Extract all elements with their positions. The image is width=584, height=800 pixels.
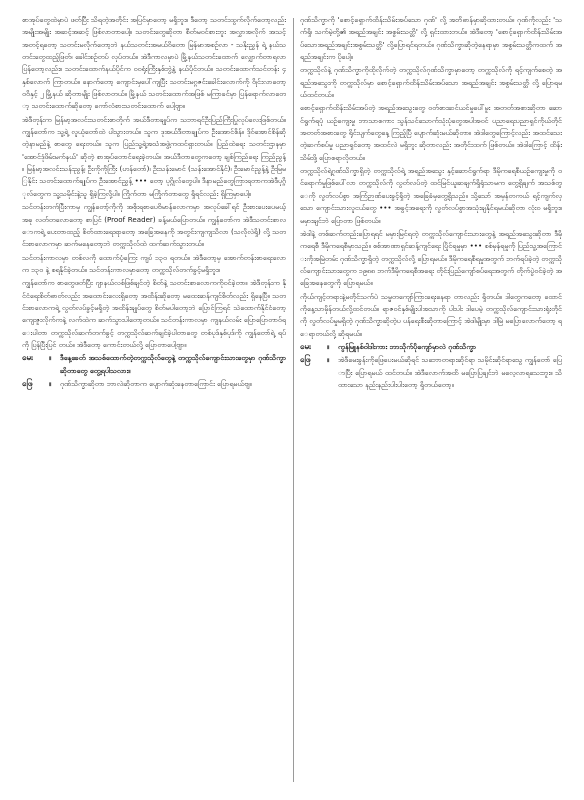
speaker-label: မေး <box>300 341 311 351</box>
speaker-separator: ။ <box>49 353 52 363</box>
paragraph-block <box>300 165 562 227</box>
paragraph-text: ဂုဏ်သိက္ခာကို 'စောင့်ရှောက်ထိန်းသိမ်းအပ်သော ဂုဏ်' လို့ အဘိဓာန်မှာဆိုထားတယ်။ ဂုဏ်ကိုလည်း 'သက်ရှိ၊ သက်မဲ့တို့၏ အရည်အချင်း အစွမ်းသတ္တိ' လို့ ရှင်းထားတယ်။ အဲဒီတော့ 'စောင့်ရှောက်ထိန်းသိမ်းအပ်သောအရည်အချင်းအစွမ်းသတ္တိ' လို့ပြောရင်ရတယ်။ ဂုဏ်သိက္ခာဆိုတဲ့နေရာမှာ အစွမ်းသတ္တိကထက် အရည်အချင်းက ပိုပေါ့။ <box>300 15 562 62</box>
paragraph-text: သင်တန်းတက်ပြီးကာမှ ကျွန်တော့်ကိုကို အစိုးရစာပေဗိမာန်လောကမှာ အလုပ်ခေါ်ရင် ဦးစားပေးပေမယ့် အခု လတ်တလောတော့ စာပြင် (Proof Reader) ခန့်မယ်ပြောတယ်။ ကျွန်တော်က အဲဒီသတင်းစာလောကရဲ့ ပေးတာထည့် စိတ်ထားရေးရာတော့ အခြေအနေကို အတွင်းကျကျသိလာ (သလိုလဲရှိ) လို့ သတင်းစာလောကမှာ ဆက်မနေတော့ဘဲ တက္ကသိုလ်ထဲ ထက်ဆက်သွားတယ်။ <box>22 202 286 249</box>
paragraph-block <box>22 252 286 277</box>
speaker-separator: ။ <box>327 355 330 365</box>
paragraph-text: ဂုဏ်သိက္ခာဆိုတာ ဘာလဲဆိုတာက ပျောက်ဆုံးနေတာကြောင်း ပြောရမယ်ဗျ။ <box>60 378 252 388</box>
question-text: ဒီနေ့ခေတ် အသစ်ထောက်တဲ့တက္ကသိုလ်တွေနဲ့ တက္ကသိုလ်ကျောင်းသားတွေမှာ ဂုဏ်သိက္ခာဆိုတာတွေ တွေ့ရပါသလား။ <box>60 353 286 375</box>
left-column <box>22 14 286 786</box>
qa-entry <box>300 341 562 353</box>
paragraph-text: အဲဒီမေးခွန်းကိုဖြေပေးမယ်ဆိုရင် သဘောတရားဆိုင်ရာ သမိုင်းဆိုင်ရာသွေ ကျွန်တော် ပြောပြီး ပြောရမယ် ထင်တယ်။ အဲဒီလောက်အထိ မပြောပြချင်ဘဲ မလေ့လာရသေးဘူး။ သိထားသော နည်းနည်းပါးပါးတော့ ရှိတယ်တော့။ <box>338 355 562 389</box>
paragraph-text: အဲဒီတုန်းက မြန်မာ့အလင်းသတင်းစာတိုက် အယ်ဒီတာချုပ်က သဘာရင်ဦးပြည်ကြီးပြုလုပ်လေးဖြစ်တယ်။ ကျွန်တော်က သူ့ရဲ့ လူယုံတော်ထဲ ပါသွားတယ်။ သူက ဒုအယ်ဒီတာချုပ်က ဦးအောင်စိန်။ ဒိုဝ်အောင်စိန်ဆိုတဲ့နာမည်နဲ့ စာတွေ ရေးတယ်။ သူက ပြည်သူ့ရဲ့အသံအဖွဲ့ကထင်ရှားတယ်။ ပြည်ထဲရေး သတင်းဌာနမှာ 'အောင်ဒုံဖိမ်းမက်နယ်' ဆိုတဲ့ စာအုပ်တောင်ရေးခဲ့တယ်။ အယ်ဒီတာတွေကတော့ ချစ်ကြည်ရေး ကြည်ညွန့်။ မြန်မာ့အလင်းသန်းညွန့်၊ ဦးကိုကိုကြီး (ဟန်တော်)၊ ဦးသန်းမောင် (သန်းအောင်နိုင်)၊ ဦးမောင်ညွန့်နဲ့ ဦးမြမြနိုင်း သတင်းထောက်ချုပ်က ဦးအောင်ညွှန့် ••• တော့ ပုဂ္ဂိုလ်တွေပါ။ ဒီနာမည်တွေကြားရတာကအဲဒီပုဂ္ဂိုလ်တွေက သူ့သမိုင်းနဲ့သူ ရှိခဲ့ကြလို့ပါ။ ကြိုက်တာ မကြိုက်တာတွေ ရှိရင်လည်း ရှိကြမှာပေါ့။ <box>22 114 286 198</box>
paragraph-text: အဲဒါနဲ့ တစ်ဆက်တည်းပြောရရင် မမှားမြင်ရတဲ့ တက္ကသိုလ်ကျောင်းသားတွေနဲ့ အရည်အသွေးဆိုတာ ဒီမိုကရေစီ ဒီမိုကရေစီမှာသည်။ စစ်အာဏာရှင်ဆန့်ကျင်ရေး ပြိုင်ရမှုမှာ ••• စစ်မှန်ရမှုကို ပြည်သူ့အကြောင်းကိုအမြဲတမ်း ဂုဏ်သိက္ခာရှိတဲ့ တက္ကသိုလ်လို့ ပြောရမယ်။ ဒီမိုကရေစီရမှုအတွက် ဘက်ရပ်ခဲ့တဲ့ တက္ကသိုလ်ကျောင်းသားတွေက ၁၉၈၈ ဘက်ဒီမိုကရေစီအရေး တိုင်းပြည်ကျော်စပ်ရေးအတွက် တိုက်ပွဲ၀င်ခဲ့တဲ့ အခြေအနေတွေကို ပြောရမယ်။ <box>300 228 562 288</box>
speaker-separator: ။ <box>49 378 52 388</box>
paragraph-block <box>22 14 286 113</box>
right-column <box>300 14 562 786</box>
paragraph-text: စောင့်ရှောက်ထိန်းသိမ်းအပ်တဲ့ အရည်အသွေးတွေ ၀တ်စားဆင်ယင်မှုပေါ်မူး အတတ်အစားဆိုတာ ဆောင်ရွက်ရပုံ ယဉ်ကျေးမှု ဘာသာစကား သွန်သင်သောက်သုံးပုံတွေအပါအ၀င် ပညာရေးပညာရှင်ကိုယ်တိုင် အတတ်အစားတွေ ရိုင်းပျက်တွေနေ့ ကြည့်ပြီ ပျောက်ဆုံးမယ်ဆိုတာ။ အဲဒါတွေကြောင့်လည်း အထင်သေးတဲ့ဆက်စပ်မှု ပညာရှင်တော့ အထင်လဲ မရှိဘူး ဆိုတာလည်း အတိုင်းထက် ဖြစ်တယ်။ အဲဒါကြောင့် ထိန်းသိမ်းဖို့ ပြောစရာလိုတယ်။ <box>300 103 562 162</box>
qa-entry <box>22 352 286 377</box>
qa-entry <box>300 354 562 391</box>
paragraph-block <box>300 102 562 164</box>
speaker-label: ဖြေ <box>22 378 33 388</box>
paragraph-text: ကျွန်တော်က စာတွေဖတ်ပြီး ဂျာနယ်လစ်ဖြစ်ချင်တဲ့ စိတ်နဲ့ သတင်းစာလောကကို၀င်ခဲ့တာ။ အဲဒီတုန်းက နိုင်ငံရေးစိတ်ဓာတ်လည်း အထောင်းလေးရှိတော့ အထိန်းဆိုတော့ မထေးဆန်ကျင်စိတ်လည်း ရှိနေပြီ။ သတင်းစာလောကရဲ့ လွတ်လပ်ခွင့်မရှိတဲ့ အထိန်းချုပ်တွေ စိတ်မပါတော့ဘဲ ပြောင်ကြရင် သဲထောက်နိုင်ငံတော့ ကျေးဇူးလိုက်ကနဲ့ လက်ထဲက ဆက်သွားပါတော့တယ်။ သင်တန်းကာလမှာ ကျနယ်လမ်း ပြောပြောတာဝ်ရေးပါတာ တက္ကသိုလ်ဆက်တက်ခွင့် တက္ကသိုလ်ဆက်ချင်ခဲ့ပါတာတွေ တစ်ပုဒ်နှစ်ပုဒ်ကို ကျွန်တော်ရဲ့ ရပ်ကို ပြန်ပြီးပြင် တယ်။ အဲဒီတော့ ကောင်းတယ်လို့ ပြောတာပေါ့ဗျာ။ <box>22 278 286 349</box>
paragraph-text: ကိုယ်ကျင့်တရားနဲ့မတိုင်သက်ပဲ သမ္မတကျော်ကြားရေးနေရာ တာလည်း ရှိတယ်။ ဒါတွေကတော့ ထောင်ကိုနေ့သာမှိန်တယ်လို့ထင်တယ်။ ရာဇ၀င်နှစ်မျိုးပါအသာကို ပါးပါး ဒါပေမဲ့ တက္ကသိုလ်ကျောင်းသားရုံးတိုင်ကို လွတ်လပ်မှုမရှိတဲ့ ဂုဏ်သိက္ခာဆိုတဲ့ပ ပန်ရေးစီးဆိုတာကြောင့် အဲဒါမျိုးမှာ ဒါမြဲ မပြောလောက်တော့ ရေရာတယ်လို့ ဆိုရမယ်။ <box>300 291 562 338</box>
column-divider <box>293 18 294 782</box>
paragraph-text: စာအုပ်တွေထဲမှာပဲ ဖတ်ပြီး သိရတဲ့အတိုင်း အပြင်မှာတော့ မရှိဘူး။ ဒီတော့ သတင်းထွက်လိုက်တော့လည်း အမျိုးအမျိုး အဆင့်အဆင့် ဖြစ်လာတာပေါ့။ သတင်းတွေဆိုတာ စီတ်မ၀င်စားဘူး အလွှာအလိုက် အသင့်အတင့်ရတော့ သတင်းမလိုက်တော့ဘဲ နယ်သတင်းအမယ်ဝိတော မြန်မာအစဉ်လာ - သနိုးညွှန် ရဲ့ နယ်သတင်းတွေထည့်ဖြတ်၊ ခေါင်းစဉ်တပ် လုပ်တယ်။ အဲဒီကာလမှာပဲ မြို့နယ်သတင်းထောက် လျှောက်တာရလာ ပြန်တော့လည်း။ သတင်းထောက်နယ်ပိုင်က ၀၀ရုံးကြီးနှစ်ဘွဲ့နဲ့ နယ်ပိုင်တယ်။ သတင်းထောက်သင်တန်း ၄ နှစ်လောက် ကြာတယ်။ နောက်တော့ ကျောင်းမှပေါ်ကျပြီး သတင်းမဂ္ဂဇင်းခေါင်းလောက်ကို ၀ိုင်းလာတော့ ၀၀ိနှင့် ၂ မြို့နယ် ဆိုတာမျိုး ဖြစ်လာတယ်။ မြို့နယ် သတင်းထောက်အဖြစ် မကြာခင်မှာ ပြန်ရောက်လာတော့ သတင်းထောက်ဆိုတော့ ကော်လံစားသတင်းထောက် ပေါ့ဗျာ။ <box>22 15 286 111</box>
paragraph-text: တက္ကသိုလ်နဲ့ ဂုဏ်သိက္ခာကိုထိုလိုက်တဲ့ တက္ကသိုလ်ဂုဏ်သိက္ခာမှာတော့ တက္ကသိုလ်ကို ရင့်ကျက်စေတဲ့ အရည်အသွေးကို တက္ကသိုလ်မှာ စောင့်ရှောက်ထိန်းသိမ်းအပ်သော အရည်အချင်း အစွမ်းသတ္တိ လို့ ပြောရမယ်ထင်တယ်။ <box>300 65 562 100</box>
document-page <box>22 14 562 786</box>
speaker-separator: ။ <box>327 341 330 351</box>
paragraph-block <box>22 201 286 250</box>
paragraph-block <box>300 14 562 63</box>
paragraph-text: သင်တန်းကာလမှာ တစ်လကို ထောက်ပံ့ကြေး ကျပ် ၁၃၀ ရတယ်။ အဲဒီတော့မှ အောက်တန်းစာရေးလောက ၁၃၀ နဲ့ စရနိုင်ခဲ့တယ်။ သင်တန်းကာလမှာတော့ တက္ကသိုလ်တက်ခွင့်မရှိဘူး။ <box>22 252 286 274</box>
qa-entry <box>22 378 286 390</box>
question-text: ကွန်မြူနစ်ဝါဒါးကား ဘာသိုက်ပိုကျော်မှာလဲ ဂုဏ်သိက္ခာ <box>338 341 477 351</box>
paragraph-block <box>300 64 562 101</box>
speaker-label: မေး <box>22 353 33 363</box>
paragraph-block <box>22 114 286 200</box>
paragraph-block <box>300 291 562 340</box>
speaker-label: ဖြေ <box>300 355 311 365</box>
paragraph-text: တက္ကသိုလ်ရဲ့ဂုဏ်သိက္ခာရှိတဲ့ တက္ကသိုလ်ရဲ့ အရည်အသွေး နှင့်ဆောင်ရွက်ရာ ဒီမိုကရေစီယဉ်ကျေးမှုကို ၀င်ရောက်မှုဖြစ်ပေါ်လာ တက္ကသိုလ်ကို လွတ်လပ်တဲ့ ထင်မြင်ယူဆချက်ရှိရုံသာမက တွေ့ရှိချက် အသစ်တွေကို လွတ်လပ်စွာ အကြံဉာဏ်ပေးခွင့်ရှိတဲ့ အခြေခံမှတွေ့ရှိသည်။ သို့သော် အမှန်တကယ် ရင့်ကျက်လှသော ကျောင်းသားလူငယ်တွေ ••• အခွင့်အရေးကို လွတ်လပ်စွာအသုံးချနိုင်ရမယ်ဆိုတာ လုံးဝ မရှိဘူး။ မမှားချင်ဘဲ ပြောတာ ဖြစ်တယ်။ <box>300 166 562 225</box>
paragraph-block <box>22 277 286 351</box>
paragraph-block <box>300 228 562 290</box>
